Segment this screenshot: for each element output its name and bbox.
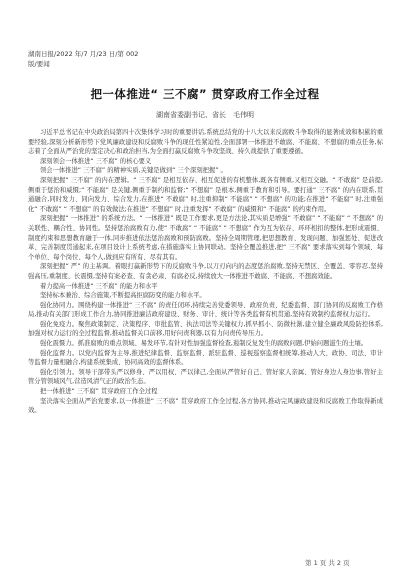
paragraph: 强化协同力。围绕构建一体推进“ 三不腐” 的责任闭环,持续完善党委领导、政府负责、纪委监督、部门协同的反腐败工作格局,推动有关部门形成工作合力,协同推进廉洁政府建设、财务、审计、统计等各类监督有机贯通,坚持有效制约监督权力运行。 [28, 301, 383, 319]
paragraph: 深刻把握“ 严” 的主基调。着眼打赢新形势下的反腐败斗争,以刀刃向内的态度惩治腐败,坚持无禁区、全覆盖、零容忍,坚持强高压,重制度、长震慑,坚持有案必查、有贪必肃、有腐必反,持续放大一体推进不敢腐、不能腐、不想腐效能。 [28, 263, 383, 280]
article-title: 把一体推进“ 三不腐” 贯穿政府工作全过程 [90, 87, 320, 101]
paragraph: 坚持标本兼治、综合施策,不断提高拒腐防变的能力和水平。 [40, 292, 206, 300]
paragraph: 领会一体推进“ 三不腐” 的精神实质,关键是做到“ 三个深刻把握” 。 [40, 167, 227, 175]
paragraph: 强化震慑力。抓准腐败的重点领域、易发环节,有针对性加强监督检查,遏制反复发生的腐败问题,伊始问题滋生的土壤。 [40, 340, 368, 348]
paragraph: 深刻把握“ 三不腐” 的内在逻辑。“ 三不腐” 是相互依存、相互促进的有机整体,既各有侧重,又相互交融。“ 不敢腐” 是前提,侧重于惩治和威慑;“ 不能腐” 是关键,侧重于制约和监督;“ 不想腐” 是根本,侧重于教育和引导。要打通“ 三不腐” 的内在联系,贯通融合,同时发力、同向发力、综合发力,在推进“ 不敢腐” 时,注重抑制“ 不能腐” “ 不想腐” 的功能;在推进“ 不能腐” 时,注重强化“ 不敢腐” “ 不想腐” 的有效做法;在推进“ 不想腐” 时,注重发挥“ 不敢腐” 的威慑和“ 不能腐” 的约束作用。 [28, 176, 383, 213]
paragraph: 深刻把握“ 一体推进” 的系统方法。“ 一体推进” 既是工作要求,更是方法论,其实质是增强“ 不敢腐” “ 不能腐” “ 不想腐” 的关联性、耦合性、协同性。坚持惩治腐败有力,使“ 不敢腐” “ 不能腐” “ 不想腐” 作为互为依存、环环相扣的整体,把形成震慑、制度约束和思想教育融于一体,同步推进依法惩治腐败和预防腐败。坚持全周期管理,把思想教育、发现问题、加强惩处、促进改革、完善制度贯通起来,在项目设计上系统考虑,在措施落实上协同联动。坚持全覆盖推进,把“ 三不腐” 要求落实到每个领域、每个单位、每个岗位、每个人,做到应有所有、尽有其有。 [28, 215, 383, 261]
paragraph: 强化监督力。以党内监督为主导,推进纪律监督、监察监督、派驻监督、巡视巡察监督相统筹,推动人大、政协、司法、审计等监督力量相融合,构建系统集成、协同高效的监督体系。 [28, 349, 383, 367]
article-body [28, 128, 383, 416]
paragraph: 着力提高一体推进“ 三不腐” 的能力和水平 [40, 282, 158, 290]
paragraph: 深刻领会一体推进“ 三不腐” 的核心要义 [40, 157, 152, 165]
page-number: 第 1 页 共 2 页 [305, 559, 350, 567]
paragraph: 习近平总书记在中央政治局第四十次集体学习时的重要讲话,系统总结党的十八大以来反腐败斗争取得的显著成效和积累的重要经验,深刻分析新形势下党风廉政建设和反腐败斗争的现任性紧迫性,全面部署一体推进不敢腐、不能腐、不想腐的重点任务,标志着了全面从严治党的坚定决心和政治担当,为全面打赢反腐败斗争攻坚战、持久战提供了重要遵循。 [28, 129, 383, 156]
paragraph: 强化引领力。领导干部带头严以修身、严以用权、严以律己,全面从严管好自己、管好家人亲属、管好身边人身边事,管好主管分管领域风气,营造风清气正的政治生态。 [28, 368, 383, 386]
paragraph: 坚决落实全面从严治党要求,以一体推进“ 三不腐” 贯穿政府工作全过程,各方协同,推动完风廉政建设和反腐败工作取得新成效。 [28, 397, 383, 415]
section-line: 版/要闻 [28, 60, 50, 68]
source-line: 湖南日报/2022 年/7 月/23 日/第 002 [28, 50, 139, 58]
paragraph: 把一体推进“ 三不腐” 贯穿政府工作全过程 [40, 388, 158, 396]
paragraph: 强化免疫力。聚焦政策制定、决策程序、审批监管、执法司法等关键权力,抓早抓小、防微杜渐,建立健全廉政风险防控体系,加强对权力运行的全过程监督,推动监督关口前移,用好问责利器,以有力问责传导压力。 [28, 320, 383, 338]
byline: 湖南省委副书记、省长 毛伟明 [156, 111, 254, 119]
